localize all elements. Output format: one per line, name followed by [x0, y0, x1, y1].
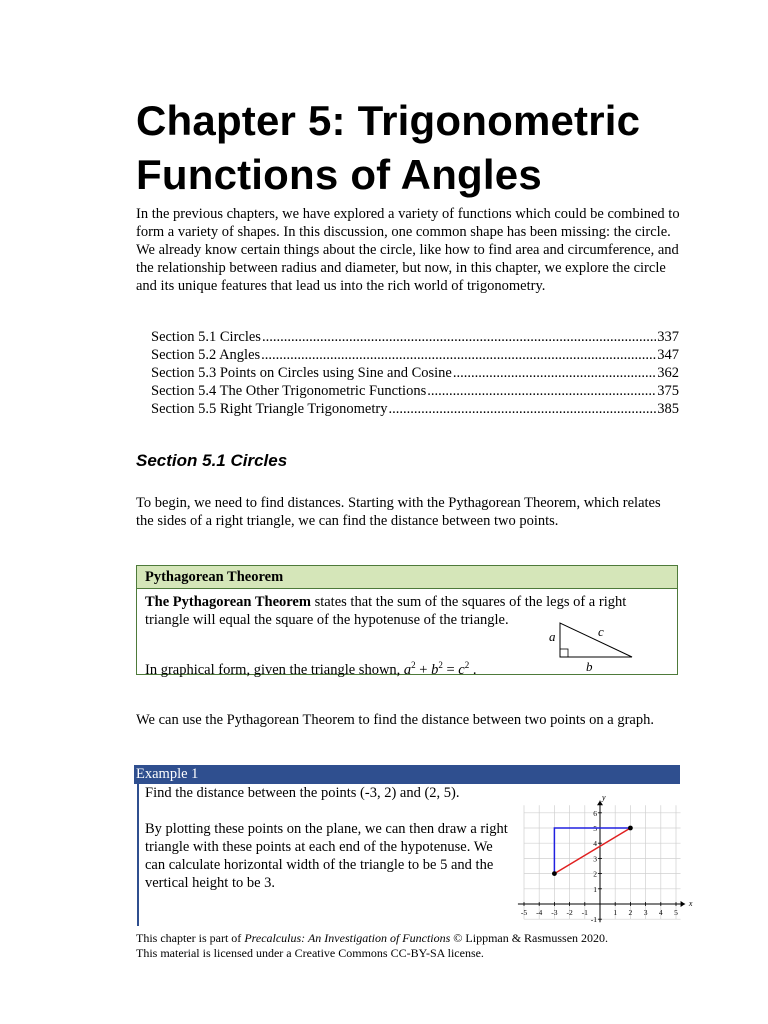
- chapter-title-line1: Chapter 5: Trigonometric: [136, 97, 641, 144]
- toc-page: 337: [657, 329, 679, 345]
- page-footer: [136, 931, 696, 961]
- x-tick-label: 4: [658, 908, 663, 917]
- x-axis-label: x: [688, 899, 693, 908]
- x-tick-label: -2: [566, 908, 573, 917]
- x-tick-label: 3: [643, 908, 648, 917]
- toc-label: Section 5.4 The Other Trigonometric Functions: [151, 383, 427, 399]
- eq-exp-b: 2: [438, 660, 443, 670]
- triangle-shape: [560, 623, 632, 657]
- y-tick-label: 1: [593, 884, 597, 894]
- footer-prefix: This chapter is part of: [136, 931, 245, 945]
- eq-exp-c: 2: [464, 660, 470, 670]
- y-tick-label: 4: [593, 839, 597, 849]
- side-a-label: a: [549, 629, 556, 644]
- toc-entry[interactable]: [151, 328, 679, 346]
- table-of-contents: [151, 328, 679, 418]
- example-prompt: Find the distance between the points (-3, 2) and (2, 5).: [145, 785, 460, 801]
- toc-label: Section 5.1 Circles: [151, 329, 261, 345]
- theorem-header: Pythagorean Theorem: [137, 566, 677, 589]
- toc-page: 362: [657, 365, 679, 381]
- eq-a: a: [403, 661, 412, 678]
- toc-page: 375: [657, 383, 679, 399]
- eq-equals: =: [442, 661, 459, 678]
- footer-line-1: [136, 931, 696, 946]
- x-tick-label: -5: [520, 908, 528, 917]
- theorem-graphical-prefix: In graphical form, given the triangle shown,: [145, 661, 404, 678]
- footer-book-title: Precalculus: An Investigation of Functions: [244, 931, 451, 945]
- section-heading: Section 5.1 Circles: [136, 451, 288, 470]
- y-tick-label: 6: [593, 808, 597, 818]
- hypotenuse-line: [554, 828, 630, 874]
- theorem-bold-lead: The Pythagorean Theorem: [145, 594, 311, 610]
- eq-b: b: [431, 661, 439, 678]
- y-tick-label: 2: [593, 869, 597, 879]
- x-tick-label: -4: [536, 908, 543, 917]
- example-content: [145, 784, 515, 892]
- y-tick-label: 5: [593, 824, 597, 833]
- eq-c: c: [458, 661, 465, 678]
- theorem-graphical: [145, 656, 565, 679]
- example-sidebar: [137, 784, 139, 926]
- x-tick-label: 1: [613, 908, 618, 917]
- chapter-title-line2: Functions of Angles: [136, 151, 542, 198]
- section-paragraph-1: To begin, we need to find distances. Starting with the Pythagorean Theorem, which relates the sides of a right triangle, we can find the distance between two points.: [136, 495, 661, 529]
- toc-leader: [388, 400, 656, 418]
- toc-entry[interactable]: [151, 382, 679, 400]
- eq-plus: +: [415, 661, 432, 678]
- side-c-label: c: [598, 624, 604, 639]
- x-tick-label: 5: [674, 908, 678, 917]
- right-angle-marker: [560, 649, 568, 657]
- coordinate-graph: [510, 786, 695, 926]
- chapter-title: [136, 94, 736, 202]
- toc-label: Section 5.2 Angles: [151, 347, 261, 363]
- toc-leader: [261, 346, 656, 364]
- chapter-intro: In the previous chapters, we have explored a variety of functions which could be combined to form a variety of shapes. In this discussion, one common shape has been missing: the circle. We already know certain things about the circle, like how to find area and circumference, and the relationship between radius and diameter, but now, in this chapter, we explore the circle and its unique features that lead us into the rich world of trigonometry.: [136, 206, 680, 294]
- example-header: Example 1: [134, 765, 680, 784]
- x-tick-label: 2: [628, 908, 633, 917]
- toc-leader: [427, 382, 656, 400]
- example-explanation: By plotting these points on the plane, we can then draw a right triangle with these points at each end of the hypotenuse. We can calculate horizontal width of the triangle to be 5 and the vertical height to be 3.: [145, 821, 508, 891]
- point-b-marker: [628, 826, 633, 831]
- toc-page: 347: [657, 347, 679, 363]
- toc-leader: [453, 364, 656, 382]
- point-a-marker: [552, 871, 557, 876]
- y-axis-label: y: [602, 792, 606, 802]
- toc-label: Section 5.5 Right Triangle Trigonometry: [151, 401, 388, 417]
- y-tick-label: -1: [590, 915, 597, 925]
- right-triangle-diagram: [540, 615, 640, 675]
- toc-entry[interactable]: [151, 346, 679, 364]
- toc-leader: [262, 328, 656, 346]
- x-tick-label: -1: [581, 908, 588, 917]
- y-tick-label: 3: [593, 854, 597, 864]
- x-axis-arrow: [681, 901, 686, 907]
- x-tick-label: -3: [551, 908, 558, 917]
- eq-period: .: [469, 661, 477, 678]
- side-b-label: b: [586, 659, 593, 674]
- footer-suffix: © Lippman & Rasmussen 2020.: [450, 931, 609, 945]
- toc-page: 385: [657, 401, 679, 417]
- section-paragraph-2: We can use the Pythagorean Theorem to find the distance between two points on a graph.: [136, 712, 654, 728]
- footer-line-2: This material is licensed under a Creative Commons CC-BY-SA license.: [136, 946, 484, 960]
- eq-exp-a: 2: [411, 660, 416, 670]
- toc-entry[interactable]: [151, 400, 679, 418]
- toc-entry[interactable]: [151, 364, 679, 382]
- toc-label: Section 5.3 Points on Circles using Sine and Cosine: [151, 365, 452, 381]
- theorem-text: states that the sum of the squares of the legs of a right triangle will equal the square of the hypotenuse of the triangle.: [145, 594, 627, 628]
